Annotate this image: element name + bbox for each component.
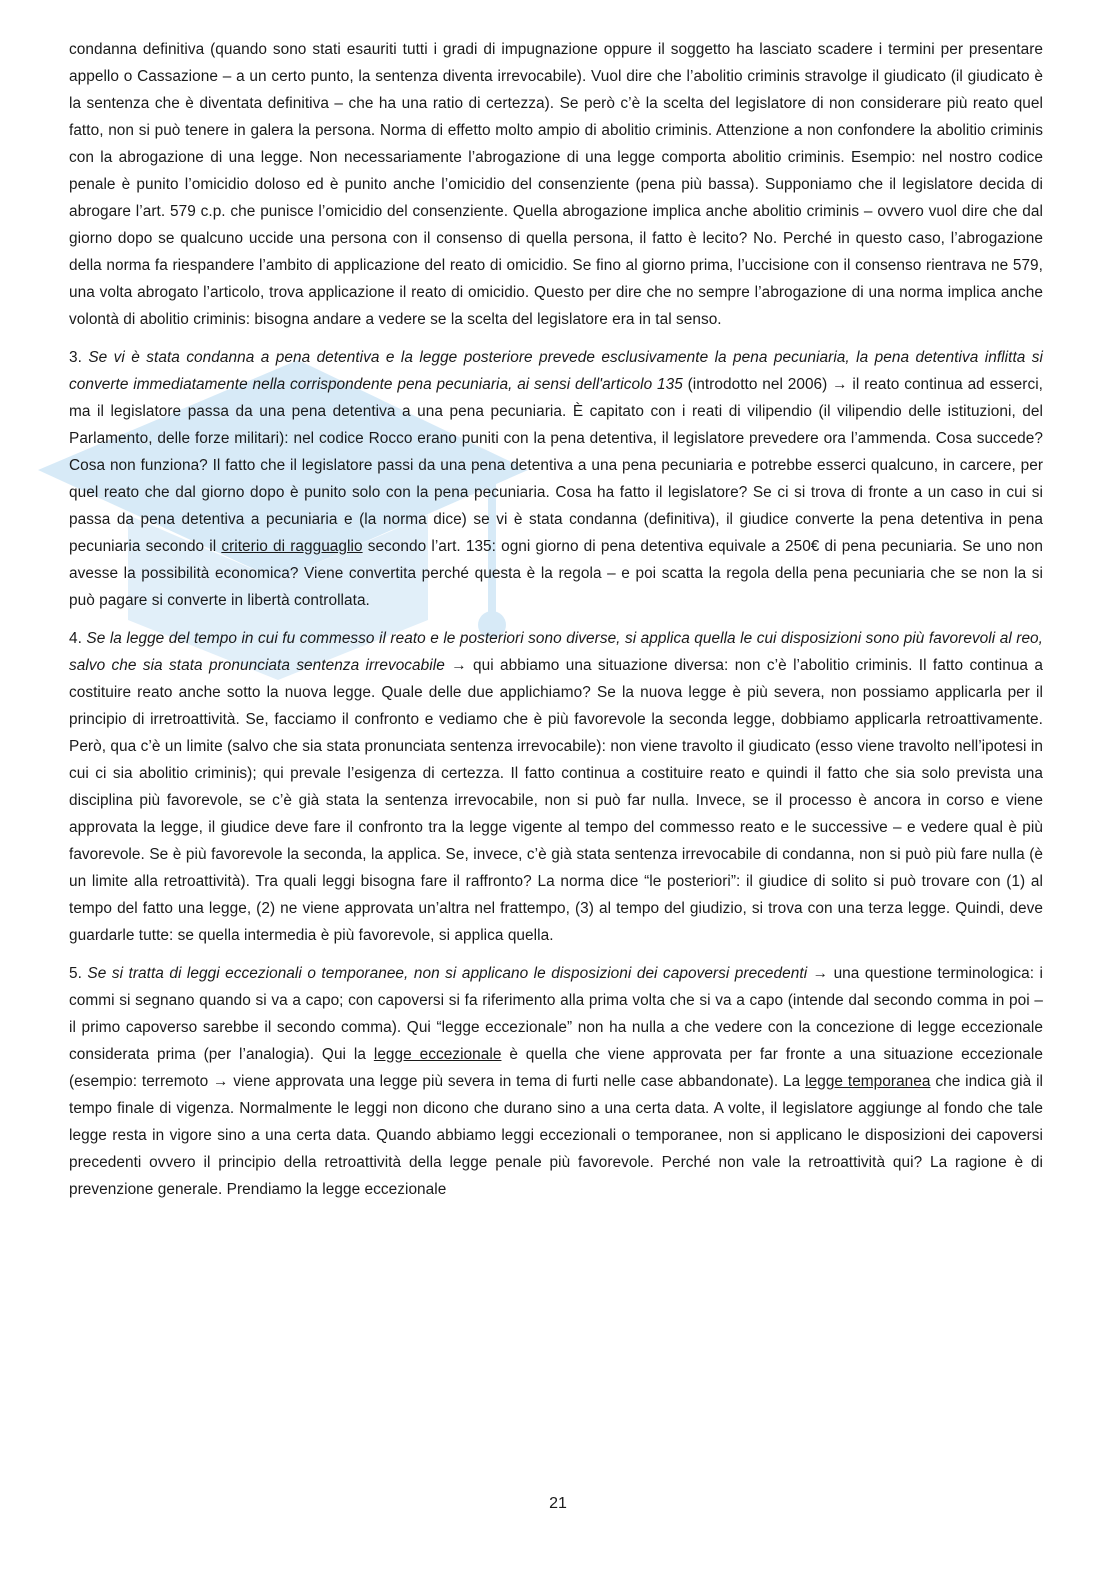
paragraph-text: → qui abbiamo una situazione diversa: non c’è l’abolitio criminis. Il fatto continua a costituire reato anche sotto la nuova legge. Quale delle due applichiamo? Se la nuova legge è più severa, non possiamo applicarla per il principio di irretroattività. Se, facciamo il confronto e vediamo che è più favorevole la seconda legge, dobbiamo applicarla retroattivamente. Però, qua c’è un limite (salvo che sia stata pronunciata sentenza irrevocabile): non viene travolto il giudicato (esso viene travolto nell’ipotesi in cui ci sia abolitio criminis); qui prevale l’esigenza di certezza. Il fatto continua a costituire reato e quindi il fatto che sia solo prevista una disciplina più favorevole, se c’è già stata la sentenza irrevocabile, non si può far nulla. Invece, se il processo è ancora in corso e viene approvata la legge, il giudice deve fare il confronto tra la legge vigente al tempo del commesso reato e le successive – e vedere qual è più favorevole. Se è più favorevole la seconda, la applica. Se, invece, c’è già stata sentenza irrevocabile di condanna, non si può più fare nulla (è un limite alla retroattività). Tra quali leggi bisogna fare il raffronto? La norma dice “le posteriori”: il giudice di solito si può trovare con (1) al tempo del fatto una legge, (2) ne viene approvata un’altra nel frattempo, (3) al tempo del giudizio, si trova con una terza legge. Quindi, deve guardarle tutte: se quella intermedia è più favorevole, si applica quella.: [69, 657, 1044, 944]
point-number: 3.: [69, 349, 82, 366]
paragraph-abolitio-criminis: [69, 36, 1043, 333]
paragraph-point-3: [69, 344, 1043, 614]
norm-quote: Se la legge del tempo in cui fu commesso il reato e le posteriori sono diverse, si applica quella le cui disposizioni sono più favorevoli al reo, salvo che sia stata pronunciata sentenza irrevocabile: [69, 630, 1043, 674]
underlined-term: legge temporanea: [805, 1073, 931, 1090]
point-number: 4.: [69, 630, 82, 647]
page-number: 21: [549, 1495, 567, 1512]
underlined-term: legge eccezionale: [373, 1046, 502, 1063]
paragraph-text: condanna definitiva (quando sono stati esauriti tutti i gradi di impugnazione oppure il soggetto ha lasciato scadere i termini per presentare appello o Cassazione – a un certo punto, la sentenza diventa irrevocabile). Vuol dire che l’abolitio criminis stravolge il giudicato (il giudicato è la sentenza che è diventata definitiva – che ha una ratio di certezza). Se però c’è la scelta del legislatore di non considerare più reato quel fatto, non si può tenere in galera la persona. Norma di effetto molto ampio di abolitio criminis. Attenzione a non confondere la abolitio criminis con la abrogazione di una legge. Non necessariamente l’abrogazione di una legge comporta abolitio criminis. Esempio: nel nostro codice penale è punito l’omicidio doloso ed è punito anche l’omicidio del consenziente (pena più bassa). Supponiamo che il legislatore decida di abrogare l’art. 579 c.p. che punisce l’omicidio del consenziente. Quella abrogazione implica anche abolitio criminis – ovvero vuol dire che dal giorno dopo se qualcuno uccide una persona con il consenso di quella persona, il fatto è lecito? No. Perché in questo caso, l’abrogazione della norma fa riespandere l’ambito di applicazione del reato di omicidio. Se fino al giorno prima, l’uccisione con il consenso rientrava ne 579, una volta abrogato l’articolo, trova applicazione il reato di omicidio. Questo per dire che no sempre l’abrogazione di una norma implica anche volontà di abolitio criminis: bisogna andare a vedere se la scelta del legislatore era in tal senso.: [69, 41, 1043, 328]
document-page: [69, 36, 1043, 1214]
paragraph-text: è quella che viene approvata per far fronte a una situazione eccezionale (esempio: terremoto → viene approvata una legge più severa in tema di furti nelle case abbandonate). La: [69, 1046, 1043, 1090]
paragraph-point-5: [69, 960, 1043, 1203]
paragraph-text: → una questione terminologica: i commi si segnano quando si va a capo; con capoversi si fa riferimento alla prima volta che si va a capo (intende dal secondo comma in poi – il primo capoverso sarebbe il secondo comma). Qui “legge eccezionale” non ha nulla a che vedere con la concezione di legge eccezionale considerata prima (per l’analogia). Qui la: [69, 965, 1043, 1063]
paragraph-text: che indica già il tempo finale di vigenza. Normalmente le leggi non dicono che durano sino a una certa data. A volte, il legislatore aggiunge al fondo che tale legge resta in vigore sino a una certa data. Quando abbiamo leggi eccezionali o temporanee, non si applicano le disposizioni dei capoversi precedenti ovvero il principio della retroattività della legge penale più favorevole. Perché non vale la retroattività qui? La ragione è di prevenzione generale. Prendiamo la legge eccezionale: [69, 1073, 1044, 1198]
norm-quote: Se vi è stata condanna a pena detentiva e la legge posteriore prevede esclusivamente la pena pecuniaria, la pena detentiva inflitta si converte immediatamente nella corrispondente pena pecuniaria, ai sensi dell'articolo 135: [69, 349, 1043, 393]
point-number: 5.: [69, 965, 82, 982]
paragraph-text: secondo l’art. 135: ogni giorno di pena detentiva equivale a 250€ di pena pecuniaria. Se uno non avesse la possibilità economica? Viene convertita perché questa è la regola – e poi scatta la regola della pena pecuniaria che se non la si può pagare si converte in libertà controllata.: [69, 538, 1043, 609]
norm-quote: Se si tratta di leggi eccezionali o temporanee, non si applicano le disposizioni dei capoversi precedenti: [87, 965, 808, 982]
underlined-term: criterio di ragguaglio: [221, 538, 363, 555]
paragraph-point-4: [69, 625, 1043, 949]
paragraph-text: (introdotto nel 2006) → il reato continua ad esserci, ma il legislatore passa da una pena detentiva a una pena pecuniaria. È capitato con i reati di vilipendio (il vilipendio delle istituzioni, del Parlamento, delle forze militari): nel codice Rocco erano puniti con la pena detentiva, il legislatore prevedere ora l’ammenda. Cosa succede? Cosa non funziona? Il fatto che il legislatore passi da una pena detentiva a una pena pecuniaria e potrebbe esserci qualcuno, in carcere, per quel reato che dal giorno dopo è punito solo con la pena pecuniaria. Cosa ha fatto il legislatore? Se ci si trova di fronte a un caso in cui si passa da pena detentiva a pecuniaria e (la norma dice) se vi è stata condanna (definitiva), il giudice converte la pena detentiva in pena pecuniaria secondo il: [69, 376, 1044, 555]
